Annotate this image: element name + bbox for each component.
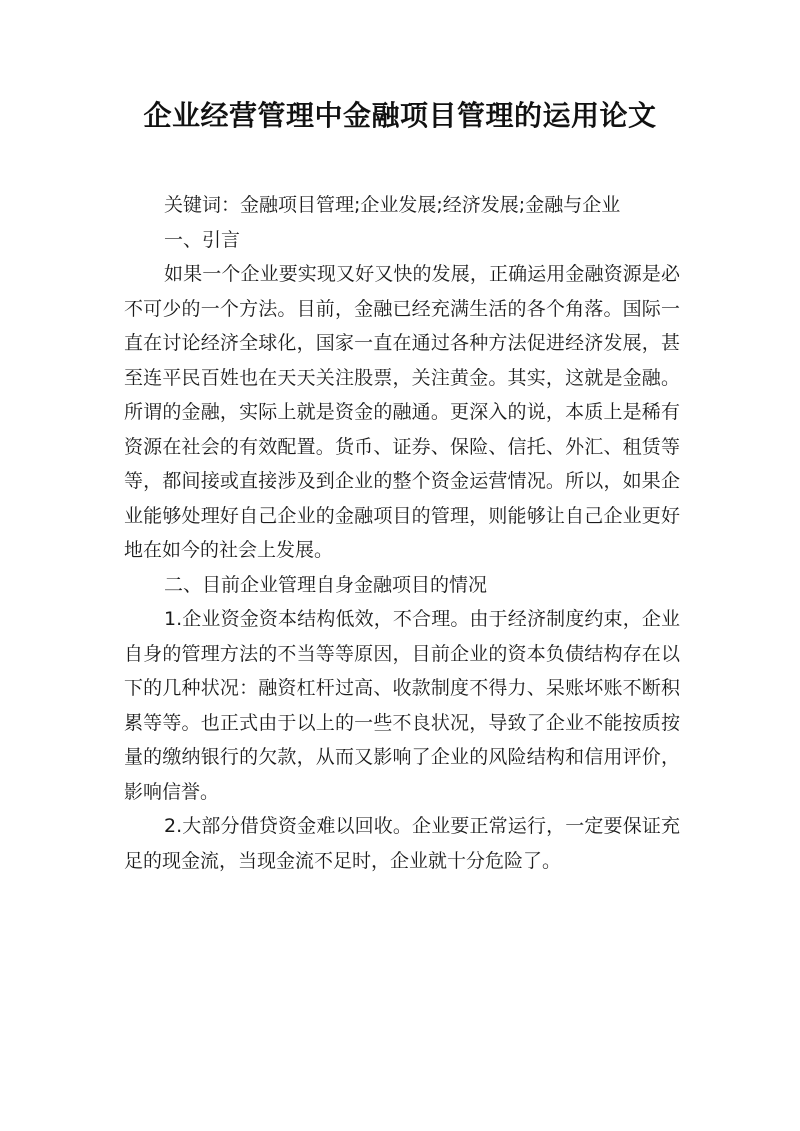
numbered-paragraph-1: 1.企业资金资本结构低效，不合理。由于经济制度约束，企业自身的管理方法的不当等等原因，目前企业的资本负债结构存在以下的几种状况：融资杠杆过高、收款制度不得力、呆账坏账不断积累等等。也正式由于以上的一些不良状况，导致了企业不能按质按量的缴纳银行的欠款，从而又影响了企业的风险结构和信用评价，影响信誉。	[124, 608, 680, 803]
section-heading-current-situation: 二、目前企业管理自身金融项目的情况	[164, 573, 488, 596]
keywords-paragraph: 关键词：金融项目管理;企业发展;经济发展;金融与企业	[164, 194, 621, 216]
section-heading-introduction: 一、引言	[164, 228, 241, 251]
document-title: 企业经营管理中金融项目管理的运用论文	[143, 99, 657, 132]
numbered-paragraph-2: 2.大部分借贷资金难以回收。企业要正常运行，一定要保证充足的现金流，当现金流不足时，企业就十分危险了。	[124, 815, 680, 872]
document-body	[124, 188, 680, 878]
body-paragraph: 如果一个企业要实现又好又快的发展，正确运用金融资源是必不可少的一个方法。目前，金融已经充满生活的各个角落。国际一直在讨论经济全球化，国家一直在通过各种方法促进经济发展，甚至连平民百姓也在天天关注股票，关注黄金。其实，这就是金融。所谓的金融，实际上就是资金的融通。更深入的说，本质上是稀有资源在社会的有效配置。货币、证券、保险、信托、外汇、租赁等等，都间接或直接涉及到企业的整个资金运营情况。所以，如果企业能够处理好自己企业的金融项目的管理，则能够让自己企业更好地在如今的社会上发展。	[124, 263, 680, 561]
